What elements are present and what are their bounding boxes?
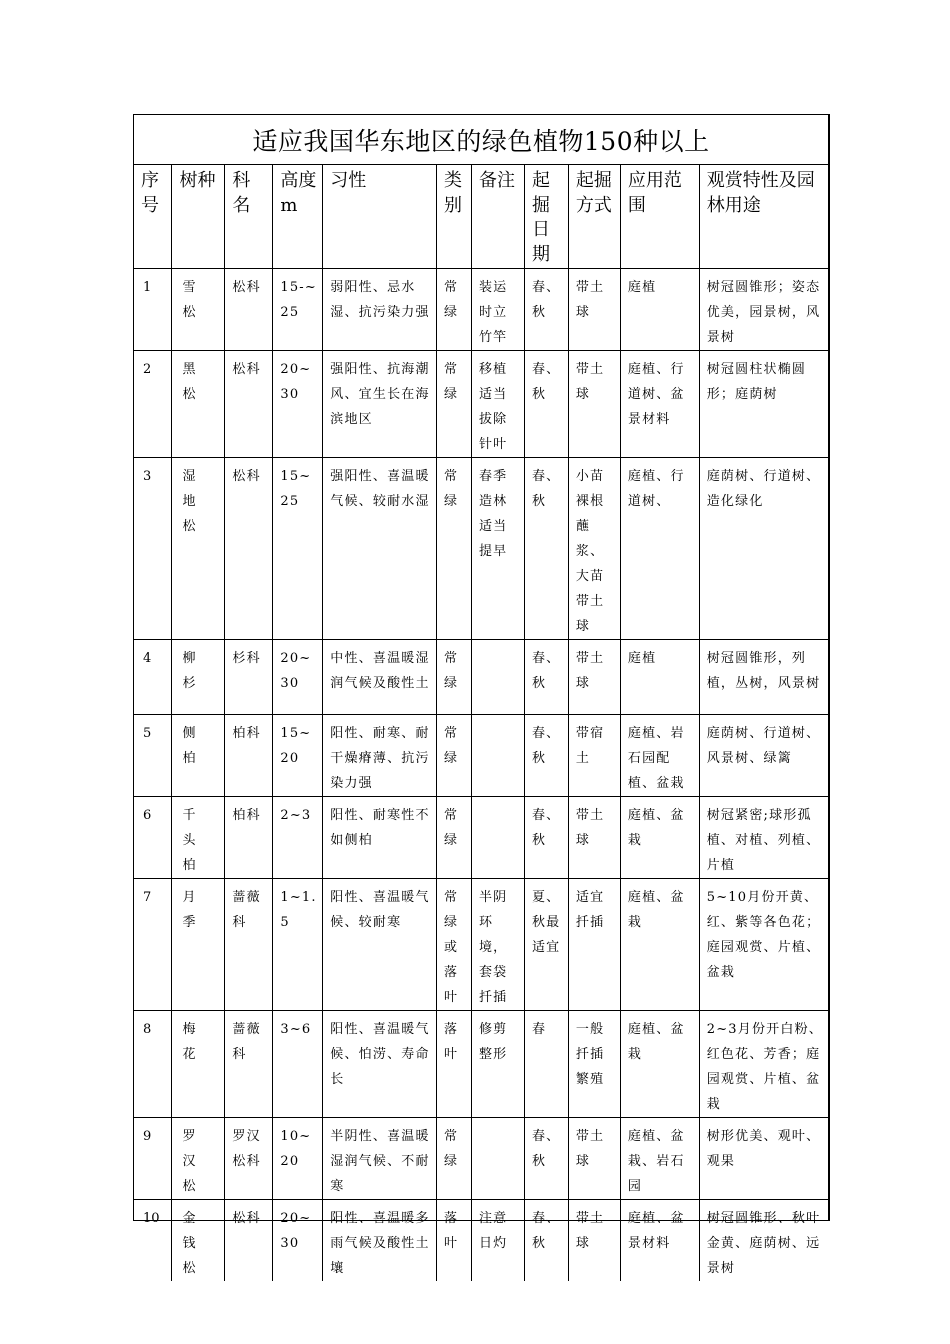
table-cell: 小苗裸根蘸浆、大苗带土球: [568, 457, 620, 639]
table-cell: 10: [134, 1199, 172, 1281]
table-cell: 阳性、喜温暖多雨气候及酸性土壤: [323, 1199, 437, 1281]
table-cell: 移植适当拔除针叶: [471, 350, 524, 457]
table-cell: 2~3月份开白粉、红色花、芳香；庭园观赏、片植、盆栽: [699, 1010, 828, 1117]
table-cell: 适宜扦插: [568, 878, 620, 1010]
table-cell: 强阳性、喜温暖气候、较耐水湿: [323, 457, 437, 639]
table-cell: 落叶: [437, 1010, 472, 1117]
table-cell: [471, 796, 524, 878]
table-cell: 庭植: [620, 639, 699, 714]
table-cell: 春: [524, 1010, 568, 1117]
table-cell: 9: [134, 1117, 172, 1199]
table-cell: 蔷薇科: [225, 878, 273, 1010]
table-cell: 罗汉松科: [225, 1117, 273, 1199]
table-cell: 松科: [225, 1199, 273, 1281]
table-cell: 注意日灼: [471, 1199, 524, 1281]
table-cell: 带宿土: [568, 714, 620, 796]
header-cell: 起掘方式: [568, 165, 620, 268]
table-cell: 庭植: [620, 268, 699, 350]
table-cell: 弱阳性、忌水湿、抗污染力强: [323, 268, 437, 350]
header-cell: 序号: [134, 165, 172, 268]
table-row: [134, 1199, 828, 1281]
table-cell: 庭植、盆栽: [620, 796, 699, 878]
table-cell: 装运时立竹竿: [471, 268, 524, 350]
table-cell: 湿地松: [172, 457, 225, 639]
header-cell: 高度m: [273, 165, 323, 268]
table-cell: 落叶: [437, 1199, 472, 1281]
table-cell: 带土球: [568, 639, 620, 714]
table-cell: [471, 639, 524, 714]
table-cell: 梅花: [172, 1010, 225, 1117]
table-cell: 常绿: [437, 457, 472, 639]
table-cell: 庭植、盆栽、岩石园: [620, 1117, 699, 1199]
table-cell: 庭植、盆栽: [620, 878, 699, 1010]
header-cell: 习性: [323, 165, 437, 268]
table-cell: 松科: [225, 268, 273, 350]
table-cell: 罗汉松: [172, 1117, 225, 1199]
table-cell: 常绿: [437, 1117, 472, 1199]
table-cell: 春、秋: [524, 1117, 568, 1199]
table-cell: 松科: [225, 457, 273, 639]
header-row: [134, 165, 828, 268]
table-cell: 2: [134, 350, 172, 457]
table-cell: 庭植、行道树、盆景材料: [620, 350, 699, 457]
table-cell: 阳性、耐寒、耐干燥瘠薄、抗污染力强: [323, 714, 437, 796]
table-cell: 3~6: [273, 1010, 323, 1117]
header-cell: 备注: [471, 165, 524, 268]
table-cell: 半阴环境，套袋扦插: [471, 878, 524, 1010]
table-cell: 10~20: [273, 1117, 323, 1199]
table-row: [134, 878, 828, 1010]
table-cell: 2~3: [273, 796, 323, 878]
table-cell: 春、秋: [524, 639, 568, 714]
table-cell: 常绿: [437, 268, 472, 350]
table-cell: 庭荫树、行道树、造化绿化: [699, 457, 828, 639]
table-title: 适应我国华东地区的绿色植物150种以上: [134, 115, 828, 165]
table-cell: 庭植、盆栽: [620, 1010, 699, 1117]
table-cell: 柏科: [225, 796, 273, 878]
table-cell: 阳性、喜温暖气候、较耐寒: [323, 878, 437, 1010]
header-cell: 科名: [225, 165, 273, 268]
table-cell: 阳性、耐寒性不如侧柏: [323, 796, 437, 878]
table-cell: 柏科: [225, 714, 273, 796]
header-cell: 类别: [437, 165, 472, 268]
table-row: [134, 1010, 828, 1117]
table-cell: 带土球: [568, 268, 620, 350]
table-cell: 春、秋: [524, 350, 568, 457]
header-cell: 起掘日期: [524, 165, 568, 268]
table-cell: 庭植、行道树、: [620, 457, 699, 639]
table-cell: 松科: [225, 350, 273, 457]
table-cell: 5: [134, 714, 172, 796]
table-cell: 15~20: [273, 714, 323, 796]
table-row: [134, 1117, 828, 1199]
table-cell: 月季: [172, 878, 225, 1010]
table-cell: 15-~25: [273, 268, 323, 350]
table-cell: 黑松: [172, 350, 225, 457]
table-cell: 半阴性、喜温暖湿润气候、不耐寒: [323, 1117, 437, 1199]
table-cell: 5~10月份开黄、红、紫等各色花；庭园观赏、片植、盆栽: [699, 878, 828, 1010]
table-cell: 雪松: [172, 268, 225, 350]
table-cell: 常绿: [437, 796, 472, 878]
table-cell: 带土球: [568, 1199, 620, 1281]
table-cell: 20~30: [273, 350, 323, 457]
table-cell: 庭植、岩石园配植、盆栽: [620, 714, 699, 796]
table-cell: 20~30: [273, 1199, 323, 1281]
table-cell: 1: [134, 268, 172, 350]
table-cell: 树冠圆柱状椭圆形；庭荫树: [699, 350, 828, 457]
plant-table: [134, 165, 828, 1281]
table-cell: 强阳性、抗海潮风、宜生长在海滨地区: [323, 350, 437, 457]
table-row: [134, 457, 828, 639]
table-cell: 树冠圆锥形；姿态优美，园景树，风景树: [699, 268, 828, 350]
table-cell: 带土球: [568, 1117, 620, 1199]
table-cell: 阳性、喜温暖气候、怕涝、寿命长: [323, 1010, 437, 1117]
table-cell: 常绿: [437, 714, 472, 796]
table-cell: 6: [134, 796, 172, 878]
table-cell: 庭荫树、行道树、风景树、绿篱: [699, 714, 828, 796]
table-cell: 杉科: [225, 639, 273, 714]
table-cell: 蔷薇科: [225, 1010, 273, 1117]
table-cell: 修剪整形: [471, 1010, 524, 1117]
table-row: [134, 639, 828, 714]
table-cell: 金钱松: [172, 1199, 225, 1281]
header-cell: 应用范围: [620, 165, 699, 268]
table-cell: 侧柏: [172, 714, 225, 796]
table-cell: 带土球: [568, 796, 620, 878]
table-cell: 一般扦插繁殖: [568, 1010, 620, 1117]
table-cell: 15~25: [273, 457, 323, 639]
plant-table-document: [133, 114, 830, 1276]
table-cell: 树冠紧密;球形孤植、对植、列植、片植: [699, 796, 828, 878]
table-cell: 带土球: [568, 350, 620, 457]
table-cell: 春、秋: [524, 268, 568, 350]
table-cell: 树形优美、观叶、观果: [699, 1117, 828, 1199]
table-cell: 春、秋: [524, 1199, 568, 1281]
table-cell: 1~1.5: [273, 878, 323, 1010]
table-cell: 春、秋: [524, 714, 568, 796]
table-cell: 千头柏: [172, 796, 225, 878]
table-cell: 4: [134, 639, 172, 714]
table-cell: 树冠圆锥形，列植，丛树，风景树: [699, 639, 828, 714]
table-cell: 春、秋: [524, 457, 568, 639]
table-cell: 常绿: [437, 350, 472, 457]
header-cell: 观赏特性及园林用途: [699, 165, 828, 268]
table-cell: 20~30: [273, 639, 323, 714]
table-row: [134, 350, 828, 457]
table-cell: 3: [134, 457, 172, 639]
table-cell: 夏、秋最适宜: [524, 878, 568, 1010]
table-cell: [471, 714, 524, 796]
table-cell: 庭植、盆景材料: [620, 1199, 699, 1281]
table-cell: 常绿: [437, 639, 472, 714]
table-cell: 中性、喜温暖湿润气候及酸性土: [323, 639, 437, 714]
table-cell: 7: [134, 878, 172, 1010]
header-cell: 树种: [172, 165, 225, 268]
table-cell: [471, 1117, 524, 1199]
table-row: [134, 796, 828, 878]
table-row: [134, 268, 828, 350]
table-row: [134, 714, 828, 796]
table-cell: 树冠圆锥形、秋叶金黄、庭荫树、远景树: [699, 1199, 828, 1281]
table-cell: 春季造林适当提早: [471, 457, 524, 639]
table-cell: 常绿或落叶: [437, 878, 472, 1010]
table-cell: 8: [134, 1010, 172, 1117]
table-cell: 春、秋: [524, 796, 568, 878]
table-cell: 柳杉: [172, 639, 225, 714]
